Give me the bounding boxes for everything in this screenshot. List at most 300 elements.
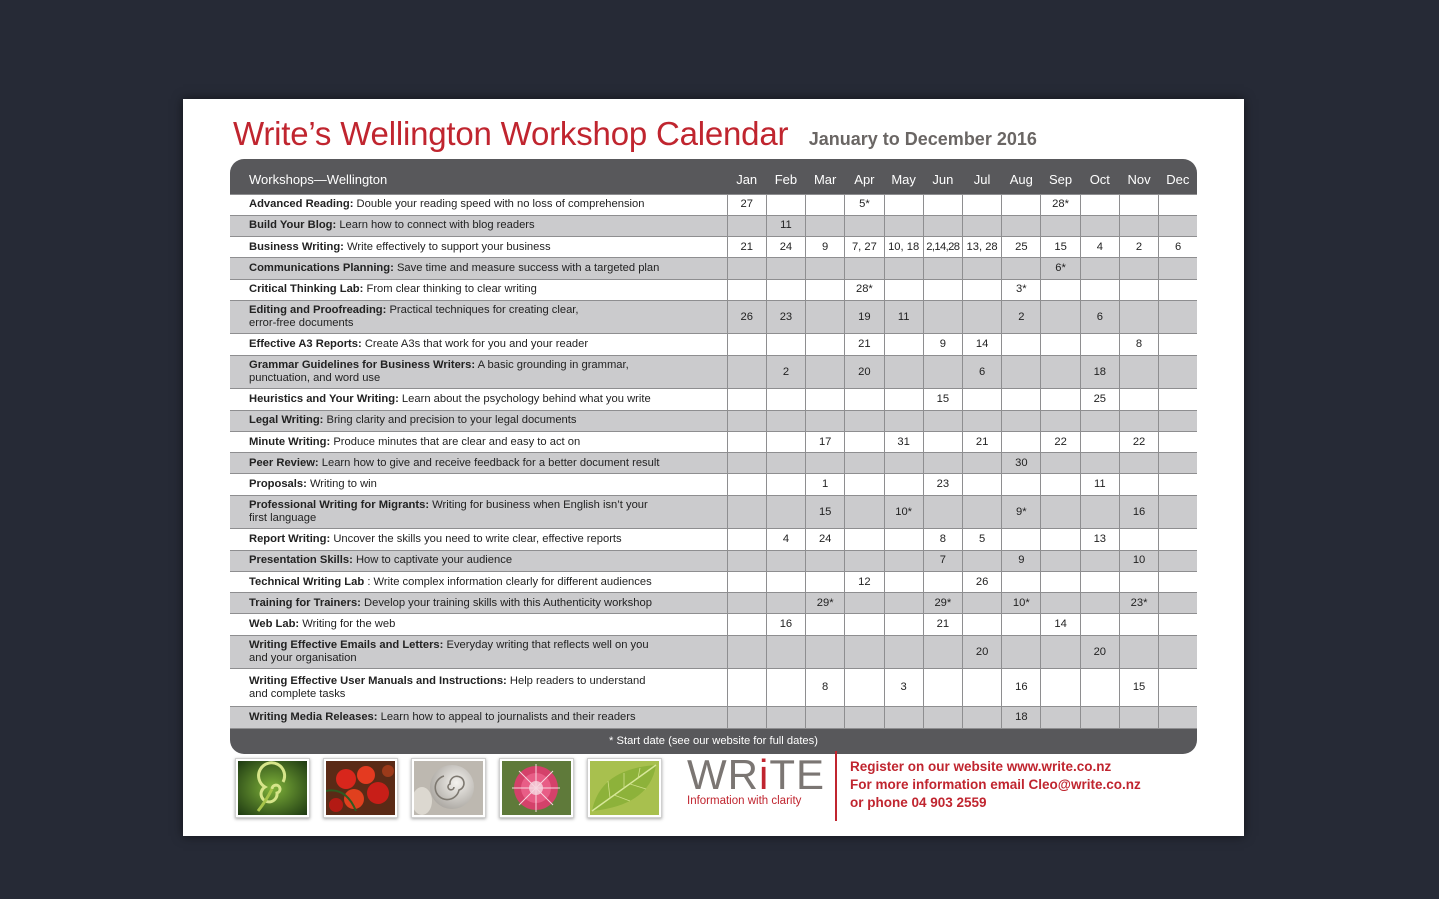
date-cell <box>962 593 1001 614</box>
table-row <box>230 550 1197 571</box>
date-cell: 9 <box>1002 550 1041 571</box>
month-header: May <box>884 159 923 194</box>
date-cell <box>1080 334 1119 355</box>
table-row <box>230 614 1197 635</box>
contact-block <box>850 758 1141 812</box>
date-cell <box>1159 194 1197 215</box>
date-cell <box>1080 550 1119 571</box>
date-cell <box>806 215 845 236</box>
date-cell <box>766 635 805 669</box>
date-cell: 16 <box>1002 669 1041 707</box>
date-cell: 4 <box>766 529 805 550</box>
date-cell: 12 <box>845 571 884 592</box>
date-cell <box>1159 635 1197 669</box>
date-cell <box>1119 389 1158 410</box>
date-cell <box>1080 194 1119 215</box>
workshop-name: Heuristics and Your Writing: <box>249 392 399 405</box>
date-cell <box>727 334 766 355</box>
date-cell: 22 <box>1041 431 1080 452</box>
date-cell <box>1080 669 1119 707</box>
date-cell: 6 <box>1159 237 1197 258</box>
shell-photo <box>411 758 486 818</box>
date-cell <box>884 550 923 571</box>
workshop-cell <box>230 614 727 635</box>
logo-tagline: Information with clarity <box>687 795 802 807</box>
date-cell <box>1080 453 1119 474</box>
date-cell <box>806 194 845 215</box>
workshop-description: Save time and measure success with a targeted plan <box>396 262 660 275</box>
date-cell <box>806 334 845 355</box>
date-cell: 27 <box>727 194 766 215</box>
date-cell: 6 <box>1080 300 1119 334</box>
date-cell <box>1080 614 1119 635</box>
table-row <box>230 571 1197 592</box>
date-cell <box>962 495 1001 529</box>
date-cell: 21 <box>845 334 884 355</box>
page-subtitle: January to December 2016 <box>808 129 1037 149</box>
date-cell: 24 <box>766 237 805 258</box>
date-cell <box>923 279 962 300</box>
date-cell: 29* <box>806 593 845 614</box>
date-cell <box>1041 355 1080 389</box>
date-cell: 23 <box>766 300 805 334</box>
date-cell <box>1041 453 1080 474</box>
date-cell <box>727 706 766 728</box>
date-cell <box>1080 706 1119 728</box>
workshop-name: Web Lab: <box>249 618 300 631</box>
date-cell <box>727 258 766 279</box>
table-row <box>230 529 1197 550</box>
month-header: Aug <box>1002 159 1041 194</box>
date-cell <box>923 495 962 529</box>
date-cell <box>806 258 845 279</box>
table-row <box>230 453 1197 474</box>
date-cell <box>1002 334 1041 355</box>
workshop-cell <box>230 550 727 571</box>
table-row <box>230 669 1197 707</box>
date-cell <box>766 389 805 410</box>
date-cell <box>962 194 1001 215</box>
date-cell <box>1041 279 1080 300</box>
date-cell: 4 <box>1080 237 1119 258</box>
date-cell: 2,14,28 <box>923 237 962 258</box>
write-logo[interactable] <box>687 751 825 816</box>
date-cell <box>806 389 845 410</box>
date-cell: 28* <box>1041 194 1080 215</box>
workshop-description: Learn about the psychology behind what you write <box>401 392 651 405</box>
workshop-description: Double your reading speed with no loss of comprehension <box>356 198 645 211</box>
date-cell: 7, 27 <box>845 237 884 258</box>
date-cell <box>845 593 884 614</box>
date-cell: 26 <box>962 571 1001 592</box>
date-cell <box>1002 571 1041 592</box>
date-cell <box>845 529 884 550</box>
date-cell <box>806 571 845 592</box>
date-cell: 11 <box>1080 474 1119 495</box>
date-cell <box>962 258 1001 279</box>
workshop-description: From clear thinking to clear writing <box>366 283 537 296</box>
date-cell <box>1002 431 1041 452</box>
workshop-cell <box>230 334 727 355</box>
date-cell <box>923 194 962 215</box>
date-cell <box>727 593 766 614</box>
date-cell <box>1119 614 1158 635</box>
date-cell <box>766 453 805 474</box>
table-row <box>230 474 1197 495</box>
table-row <box>230 389 1197 410</box>
date-cell <box>845 215 884 236</box>
date-cell <box>845 495 884 529</box>
date-cell: 21 <box>727 237 766 258</box>
workshop-description: Create A3s that work for you and your reader <box>364 338 589 351</box>
date-cell <box>1002 529 1041 550</box>
workshop-cell <box>230 529 727 550</box>
date-cell: 20 <box>1080 635 1119 669</box>
title-area <box>233 115 1213 155</box>
date-cell <box>1159 215 1197 236</box>
date-cell <box>727 431 766 452</box>
date-cell <box>1002 215 1041 236</box>
date-cell <box>884 215 923 236</box>
date-cell: 23 <box>923 474 962 495</box>
date-cell: 13 <box>1080 529 1119 550</box>
date-cell <box>884 706 923 728</box>
date-cell <box>1002 355 1041 389</box>
date-cell <box>806 355 845 389</box>
date-cell <box>962 550 1001 571</box>
date-cell: 16 <box>1119 495 1158 529</box>
date-cell <box>884 614 923 635</box>
date-cell <box>1159 279 1197 300</box>
date-cell <box>766 495 805 529</box>
workshop-cell <box>230 593 727 614</box>
date-cell: 19 <box>845 300 884 334</box>
date-cell <box>845 706 884 728</box>
workshop-description: : Write complex information clearly for different audiences <box>367 575 652 588</box>
month-header: Sep <box>1041 159 1080 194</box>
date-cell <box>1002 389 1041 410</box>
date-cell <box>923 431 962 452</box>
date-cell: 18 <box>1080 355 1119 389</box>
date-cell <box>1119 635 1158 669</box>
date-cell <box>884 194 923 215</box>
month-header: Jun <box>923 159 962 194</box>
workshop-name: Peer Review: <box>249 456 319 469</box>
workshop-description: Learn how to connect with blog readers <box>339 219 535 232</box>
table-row <box>230 355 1197 389</box>
date-cell: 10, 18 <box>884 237 923 258</box>
date-cell <box>1041 550 1080 571</box>
workshop-name: Editing and Proofreading: <box>249 304 387 317</box>
date-cell: 2 <box>766 355 805 389</box>
month-header: Dec <box>1159 159 1197 194</box>
date-cell <box>845 389 884 410</box>
date-cell <box>766 258 805 279</box>
workshop-name: Business Writing: <box>249 240 344 253</box>
date-cell <box>1159 258 1197 279</box>
date-cell <box>727 389 766 410</box>
date-cell: 10* <box>884 495 923 529</box>
date-cell <box>1159 410 1197 431</box>
workshop-description: Writing to win <box>309 478 377 491</box>
date-cell <box>884 635 923 669</box>
month-header: Jan <box>727 159 766 194</box>
date-cell <box>1041 474 1080 495</box>
table-row <box>230 237 1197 258</box>
date-cell: 15 <box>806 495 845 529</box>
date-cell <box>884 529 923 550</box>
date-cell <box>1080 431 1119 452</box>
workshop-description: Everyday writing that reflects well on you <box>446 639 649 651</box>
date-cell: 23* <box>1119 593 1158 614</box>
date-cell <box>727 279 766 300</box>
date-cell: 8 <box>923 529 962 550</box>
date-cell: 1 <box>806 474 845 495</box>
workshop-description-line2: and complete tasks <box>249 687 346 700</box>
table-row <box>230 410 1197 431</box>
table-row <box>230 635 1197 669</box>
date-cell: 21 <box>962 431 1001 452</box>
date-cell <box>806 614 845 635</box>
date-cell <box>727 410 766 431</box>
date-cell <box>923 635 962 669</box>
date-cell <box>923 410 962 431</box>
workshop-cell <box>230 300 727 334</box>
date-cell <box>845 614 884 635</box>
workshop-name: Professional Writing for Migrants: <box>249 499 430 512</box>
contact-email-link[interactable]: For more information email Cleo@write.co.nz <box>850 777 1141 792</box>
workshop-cell <box>230 389 727 410</box>
date-cell <box>727 529 766 550</box>
workshop-cell <box>230 635 727 669</box>
date-cell <box>727 571 766 592</box>
date-cell <box>1119 410 1158 431</box>
workshop-description-line2: error-free documents <box>249 317 354 330</box>
date-cell <box>884 593 923 614</box>
date-cell <box>923 453 962 474</box>
date-cell <box>1119 453 1158 474</box>
table-row <box>230 706 1197 728</box>
date-cell <box>1159 453 1197 474</box>
date-cell <box>1159 474 1197 495</box>
workshop-description-line2: punctuation, and word use <box>249 372 381 385</box>
date-cell: 14 <box>1041 614 1080 635</box>
date-cell <box>962 279 1001 300</box>
date-cell <box>884 410 923 431</box>
workshop-description: Produce minutes that are clear and easy to act on <box>333 435 581 448</box>
date-cell: 18 <box>1002 706 1041 728</box>
workshop-name: Legal Writing: <box>249 414 324 427</box>
date-cell <box>1119 215 1158 236</box>
date-cell <box>766 593 805 614</box>
workshop-name: Report Writing: <box>249 532 331 545</box>
workshop-name: Communications Planning: <box>249 262 394 275</box>
date-cell <box>727 474 766 495</box>
workshop-cell <box>230 215 727 236</box>
date-cell: 6 <box>962 355 1001 389</box>
date-cell <box>962 706 1001 728</box>
workshop-cell <box>230 669 727 707</box>
logo-part-te: TE <box>769 751 825 798</box>
table-row <box>230 215 1197 236</box>
date-cell <box>806 635 845 669</box>
date-cell <box>806 706 845 728</box>
date-cell <box>1080 215 1119 236</box>
date-cell <box>1119 529 1158 550</box>
date-cell: 11 <box>766 215 805 236</box>
date-cell: 22 <box>1119 431 1158 452</box>
workshop-description-line2: first language <box>249 512 317 525</box>
workshop-description: Develop your training skills with this Authenticity workshop <box>364 596 652 609</box>
table-row <box>230 431 1197 452</box>
date-cell: 3 <box>884 669 923 707</box>
date-cell <box>766 550 805 571</box>
table-row <box>230 495 1197 529</box>
date-cell <box>766 474 805 495</box>
date-cell <box>766 571 805 592</box>
workshop-table-wrap <box>230 159 1197 754</box>
date-cell: 13, 28 <box>962 237 1001 258</box>
date-cell <box>1119 194 1158 215</box>
date-cell <box>1119 279 1158 300</box>
date-cell <box>923 669 962 707</box>
workshop-name: Presentation Skills: <box>249 554 353 567</box>
date-cell <box>845 410 884 431</box>
date-cell <box>806 550 845 571</box>
date-cell: 7 <box>923 550 962 571</box>
date-cell: 9* <box>1002 495 1041 529</box>
date-cell <box>1002 635 1041 669</box>
date-cell <box>1159 706 1197 728</box>
workshop-description: Bring clarity and precision to your legal documents <box>326 414 577 427</box>
date-cell <box>923 258 962 279</box>
date-cell <box>1080 495 1119 529</box>
date-cell <box>1119 355 1158 389</box>
workshop-name: Grammar Guidelines for Business Writers: <box>249 359 476 372</box>
date-cell <box>766 410 805 431</box>
table-row <box>230 279 1197 300</box>
date-cell <box>845 550 884 571</box>
date-cell <box>923 706 962 728</box>
workshop-cell <box>230 355 727 389</box>
date-cell <box>1041 334 1080 355</box>
date-cell <box>884 355 923 389</box>
workshop-cell <box>230 453 727 474</box>
calendar-card <box>183 99 1244 836</box>
date-cell <box>727 550 766 571</box>
date-cell <box>962 669 1001 707</box>
date-cell <box>766 669 805 707</box>
workshop-description: Writing for business when English isn’t your <box>432 499 648 512</box>
header-workshops: Workshops—Wellington <box>230 159 727 194</box>
date-cell <box>1041 495 1080 529</box>
date-cell <box>962 300 1001 334</box>
date-cell <box>1041 706 1080 728</box>
date-cell <box>845 474 884 495</box>
workshop-name: Critical Thinking Lab: <box>249 283 364 296</box>
date-cell: 14 <box>962 334 1001 355</box>
date-cell: 20 <box>845 355 884 389</box>
date-cell <box>806 410 845 431</box>
date-cell <box>1159 431 1197 452</box>
date-cell <box>962 614 1001 635</box>
date-cell <box>727 669 766 707</box>
page-title: Write’s Wellington Workshop Calendar <box>233 115 789 152</box>
date-cell <box>1002 194 1041 215</box>
workshop-cell <box>230 474 727 495</box>
date-cell <box>766 706 805 728</box>
table-row <box>230 593 1197 614</box>
workshop-table <box>230 159 1197 754</box>
date-cell <box>1080 410 1119 431</box>
date-cell: 28* <box>845 279 884 300</box>
date-cell <box>1002 410 1041 431</box>
date-cell: 21 <box>923 614 962 635</box>
date-cell <box>884 474 923 495</box>
date-cell <box>1002 258 1041 279</box>
date-cell <box>806 300 845 334</box>
date-cell <box>1041 215 1080 236</box>
workshop-name: Training for Trainers: <box>249 596 361 609</box>
workshop-description: Write effectively to support your business <box>347 240 551 253</box>
date-cell <box>845 669 884 707</box>
date-cell <box>806 279 845 300</box>
footnote: * Start date (see our website for full dates) <box>230 728 1197 754</box>
date-cell <box>884 258 923 279</box>
workshop-name: Writing Effective Emails and Letters: <box>249 639 444 651</box>
red-flower-photo <box>323 758 398 818</box>
date-cell <box>727 614 766 635</box>
date-cell <box>1002 614 1041 635</box>
workshop-name: Minute Writing: <box>249 435 331 448</box>
date-cell <box>845 635 884 669</box>
date-cell <box>1159 389 1197 410</box>
date-cell <box>766 279 805 300</box>
workshop-cell <box>230 258 727 279</box>
date-cell <box>1119 571 1158 592</box>
green-leaf-photo <box>587 758 662 818</box>
date-cell: 11 <box>884 300 923 334</box>
workshop-name: Writing Media Releases: <box>249 710 378 723</box>
workshop-cell <box>230 279 727 300</box>
date-cell <box>1080 593 1119 614</box>
date-cell <box>1119 706 1158 728</box>
workshop-description: A basic grounding in grammar, <box>477 359 629 372</box>
date-cell: 9 <box>806 237 845 258</box>
date-cell: 10 <box>1119 550 1158 571</box>
workshop-description: Practical techniques for creating clear, <box>389 304 579 317</box>
date-cell <box>923 215 962 236</box>
date-cell: 15 <box>1119 669 1158 707</box>
date-cell <box>884 389 923 410</box>
date-cell <box>1041 529 1080 550</box>
date-cell <box>1159 669 1197 707</box>
date-cell: 29* <box>923 593 962 614</box>
date-cell <box>766 334 805 355</box>
contact-register-link[interactable]: Register on our website www.write.co.nz <box>850 759 1112 774</box>
date-cell: 24 <box>806 529 845 550</box>
date-cell <box>1119 300 1158 334</box>
workshop-cell <box>230 194 727 215</box>
table-body <box>230 194 1197 728</box>
date-cell: 15 <box>1041 237 1080 258</box>
date-cell <box>923 571 962 592</box>
date-cell <box>1159 495 1197 529</box>
date-cell: 25 <box>1002 237 1041 258</box>
workshop-name: Advanced Reading: <box>249 198 354 211</box>
date-cell <box>923 355 962 389</box>
date-cell <box>1119 258 1158 279</box>
